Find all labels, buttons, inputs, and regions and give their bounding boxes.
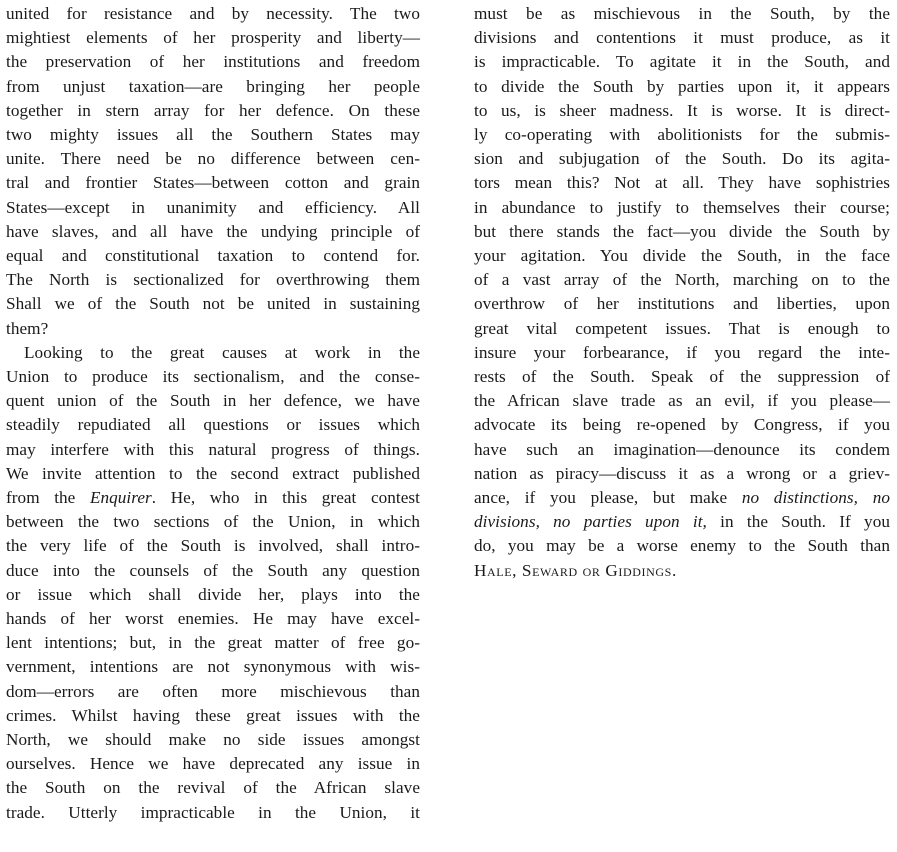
text-line — [6, 220, 420, 244]
line-text: do, you may be a worse enemy to the South than — [474, 536, 890, 556]
text-line — [6, 99, 420, 123]
text-line — [474, 220, 890, 244]
line-text: rests of the South. Speak of the suppression of — [474, 367, 890, 386]
text-line — [6, 559, 420, 583]
text-line — [474, 244, 890, 268]
line-text-after: in the South. If you — [706, 512, 890, 532]
text-line — [6, 50, 420, 74]
text-line — [474, 389, 890, 413]
line-text: from unjust taxation—are bringing her people — [6, 76, 420, 96]
line-text: have slaves, and all have the undying principle of — [6, 221, 420, 241]
line-text: of a vast array of the North, marching on to the — [474, 270, 890, 290]
line-text: dom—errors are often more mischievous than — [6, 681, 420, 701]
line-text: but there stands the fact—you divide the South by — [474, 221, 890, 241]
text-line — [474, 317, 890, 341]
text-line — [6, 244, 420, 268]
line-text: mightiest elements of her prosperity and liberty— — [6, 28, 420, 48]
text-line — [474, 171, 890, 195]
text-line — [6, 510, 420, 534]
line-text: may interfere with this natural progress of things. — [6, 439, 420, 459]
text-line — [474, 26, 890, 50]
line-text: the preservation of her institutions and freedom — [6, 52, 420, 72]
line-text: the South on the revival of the African slave — [6, 778, 420, 798]
text-line — [6, 680, 420, 704]
text-line — [474, 196, 890, 220]
line-text: overthrow of her institutions and liberties, upon — [474, 294, 890, 314]
line-text: tral and frontier States—between cotton and grain — [6, 173, 420, 193]
text-line — [474, 510, 890, 534]
line-text: to us, is sheer madness. It is worse. It is direct- — [474, 100, 890, 120]
line-text: them? — [6, 318, 49, 338]
text-line — [6, 268, 420, 292]
smallcaps-names: Hale, Seward or Giddings — [474, 560, 672, 580]
text-line — [6, 438, 420, 462]
text-line — [6, 292, 420, 316]
line-text: unite. There need be no difference between cen- — [6, 149, 420, 169]
line-text: crimes. Whilst having these great issues with the — [6, 705, 420, 725]
line-text: Union to produce its sectionalism, and the conse- — [6, 367, 420, 386]
line-text: together in stern array for her defence. On these — [6, 100, 420, 120]
line-text: the African slave trade as an evil, if you please— — [474, 391, 890, 411]
line-text: Shall we of the South not be united in sustaining — [6, 294, 420, 314]
line-text: have such an imagination—denounce its condem — [474, 439, 890, 459]
line-text: sion and subjugation of the South. Do its agita- — [474, 149, 890, 169]
line-text: ly co-operating with abolitionists for the submis- — [474, 125, 890, 144]
text-line — [474, 534, 890, 558]
text-line — [6, 607, 420, 631]
line-text: ourselves. Hence we have deprecated any issue in — [6, 754, 420, 774]
text-line — [6, 26, 420, 50]
text-line — [6, 413, 420, 437]
text-line — [474, 75, 890, 99]
text-line — [474, 50, 890, 74]
text-line — [474, 147, 890, 171]
line-text: North, we should make no side issues amongst — [6, 730, 420, 749]
text-line — [6, 728, 420, 752]
line-text: or issue which shall divide her, plays into the — [6, 584, 420, 604]
text-line — [474, 123, 890, 147]
line-text: nation as piracy—discuss it as a wrong or a griev- — [474, 463, 890, 483]
line-text: in abundance to justify to themselves their course; — [474, 197, 890, 217]
line-text-after: . He, who in this great contest — [151, 488, 420, 507]
text-line — [6, 196, 420, 220]
text-line — [474, 486, 890, 510]
line-text: advocate its being re-opened by Congress, if you — [474, 415, 890, 435]
line-text: great vital competent issues. That is enough to — [474, 318, 890, 338]
text-line — [6, 486, 420, 510]
line-text: divisions and contentions it must produce, as it — [474, 28, 890, 48]
line-text: equal and constitutional taxation to contend for. — [6, 246, 420, 265]
line-text: lent intentions; but, in the great matter of free go- — [6, 633, 420, 653]
line-text: States—except in unanimity and efficiency. All — [6, 197, 420, 217]
line-text: trade. Utterly impracticable in the Union, it — [6, 802, 420, 822]
italic-text: divisions, no parties upon it, — [474, 512, 707, 532]
text-line — [6, 341, 420, 365]
text-line — [6, 631, 420, 655]
text-line — [6, 534, 420, 558]
line-text-after: . — [671, 560, 677, 580]
text-line — [6, 752, 420, 776]
line-text: from the — [6, 488, 90, 507]
text-line — [474, 365, 890, 389]
italic-text: no distinctions, no — [741, 488, 890, 507]
text-line — [6, 776, 420, 800]
text-line — [6, 801, 420, 825]
text-line — [6, 389, 420, 413]
line-text: Looking to the great causes at work in the — [24, 342, 420, 362]
text-line — [6, 462, 420, 486]
line-text: ance, if you please, but make — [474, 488, 742, 507]
line-text: insure your forbearance, if you regard the inte- — [474, 342, 890, 362]
line-text: The North is sectionalized for overthrowing them — [6, 270, 420, 290]
text-line — [6, 75, 420, 99]
line-text: duce into the counsels of the South any question — [6, 560, 420, 580]
text-line — [6, 365, 420, 389]
line-text: We invite attention to the second extract published — [6, 463, 420, 483]
text-line — [6, 171, 420, 195]
text-line — [474, 462, 890, 486]
line-text: quent union of the South in her defence, we have — [6, 391, 420, 411]
text-line — [6, 317, 420, 341]
text-line — [6, 2, 420, 26]
text-line — [474, 292, 890, 316]
line-text: vernment, intentions are not synonymous with wis- — [6, 657, 420, 677]
line-text: is impracticable. To agitate it in the South, and — [474, 52, 890, 72]
text-line — [6, 704, 420, 728]
line-text: two mighty issues all the Southern States may — [6, 125, 420, 144]
line-text: united for resistance and by necessity. The two — [6, 4, 420, 23]
line-text: the very life of the South is involved, shall intro- — [6, 536, 420, 556]
text-line — [474, 438, 890, 462]
text-line — [474, 268, 890, 292]
text-line — [474, 2, 890, 26]
text-line — [474, 99, 890, 123]
text-line — [6, 655, 420, 679]
line-text: between the two sections of the Union, in which — [6, 512, 420, 532]
line-text: steadily repudiated all questions or issues which — [6, 415, 420, 435]
line-text: hands of her worst enemies. He may have excel- — [6, 609, 420, 628]
line-text: must be as mischievous in the South, by the — [474, 4, 890, 23]
text-line — [6, 147, 420, 171]
italic-text: Enquirer — [89, 488, 152, 507]
text-line — [474, 559, 890, 583]
line-text: to divide the South by parties upon it, it appears — [474, 76, 890, 96]
text-line — [474, 341, 890, 365]
line-text: your agitation. You divide the South, in the face — [474, 246, 890, 265]
line-text: tors mean this? Not at all. They have sophistries — [474, 173, 890, 193]
text-line — [6, 123, 420, 147]
text-line — [474, 413, 890, 437]
text-line — [6, 583, 420, 607]
